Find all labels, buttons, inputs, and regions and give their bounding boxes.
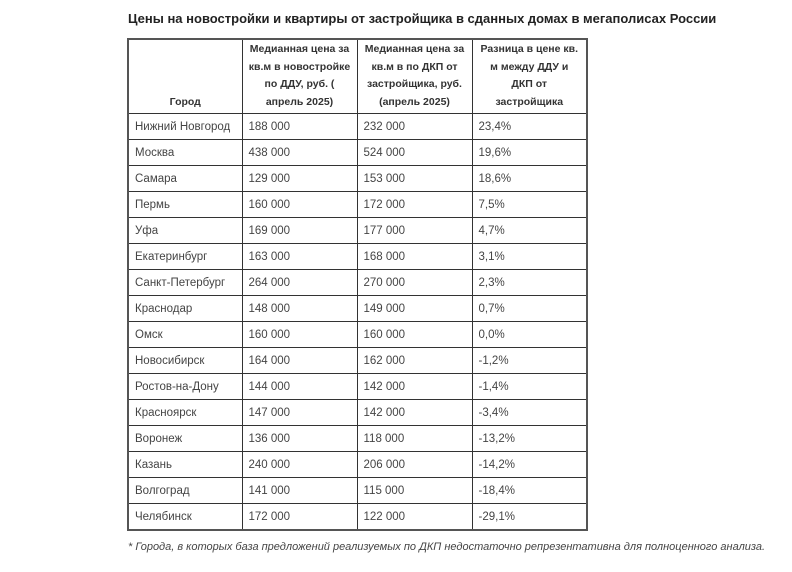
difference-cell: 18,6% xyxy=(472,166,587,192)
table-row xyxy=(128,244,587,270)
table-row xyxy=(128,374,587,400)
header-price-difference: Разница в цене кв. м между ДДУ и ДКП от застройщика xyxy=(472,39,587,114)
dkp-price-cell: 524 000 xyxy=(357,140,472,166)
dkp-price-cell: 232 000 xyxy=(357,114,472,140)
dkp-price-cell: 142 000 xyxy=(357,374,472,400)
difference-cell: 0,7% xyxy=(472,296,587,322)
dkp-price-cell: 149 000 xyxy=(357,296,472,322)
difference-cell: 23,4% xyxy=(472,114,587,140)
city-cell: Волгоград xyxy=(128,478,242,504)
ddu-price-cell: 148 000 xyxy=(242,296,357,322)
ddu-price-cell: 129 000 xyxy=(242,166,357,192)
table-row xyxy=(128,348,587,374)
table-row xyxy=(128,114,587,140)
page-title: Цены на новостройки и квартиры от застройщика в сданных домах в мегаполисах России xyxy=(128,11,717,26)
dkp-price-cell: 122 000 xyxy=(357,504,472,531)
city-cell: Москва xyxy=(128,140,242,166)
dkp-price-cell: 168 000 xyxy=(357,244,472,270)
table-row xyxy=(128,192,587,218)
ddu-price-cell: 144 000 xyxy=(242,374,357,400)
city-cell: Уфа xyxy=(128,218,242,244)
city-cell: Пермь xyxy=(128,192,242,218)
ddu-price-cell: 172 000 xyxy=(242,504,357,531)
price-table xyxy=(127,38,588,531)
ddu-price-cell: 160 000 xyxy=(242,192,357,218)
table-header-row xyxy=(128,39,587,114)
difference-cell: 0,0% xyxy=(472,322,587,348)
city-cell: Нижний Новгород xyxy=(128,114,242,140)
table-row xyxy=(128,166,587,192)
ddu-price-cell: 240 000 xyxy=(242,452,357,478)
ddu-price-cell: 163 000 xyxy=(242,244,357,270)
ddu-price-cell: 169 000 xyxy=(242,218,357,244)
dkp-price-cell: 115 000 xyxy=(357,478,472,504)
dkp-price-cell: 172 000 xyxy=(357,192,472,218)
dkp-price-cell: 160 000 xyxy=(357,322,472,348)
city-cell: Екатеринбург xyxy=(128,244,242,270)
ddu-price-cell: 264 000 xyxy=(242,270,357,296)
dkp-price-cell: 177 000 xyxy=(357,218,472,244)
city-cell: Красноярск xyxy=(128,400,242,426)
city-cell: Новосибирск xyxy=(128,348,242,374)
ddu-price-cell: 164 000 xyxy=(242,348,357,374)
table-row xyxy=(128,270,587,296)
difference-cell: 4,7% xyxy=(472,218,587,244)
dkp-price-cell: 270 000 xyxy=(357,270,472,296)
table-row xyxy=(128,400,587,426)
city-cell: Воронеж xyxy=(128,426,242,452)
difference-cell: -18,4% xyxy=(472,478,587,504)
city-cell: Краснодар xyxy=(128,296,242,322)
ddu-price-cell: 160 000 xyxy=(242,322,357,348)
difference-cell: -3,4% xyxy=(472,400,587,426)
ddu-price-cell: 438 000 xyxy=(242,140,357,166)
difference-cell: 3,1% xyxy=(472,244,587,270)
difference-cell: -13,2% xyxy=(472,426,587,452)
table-body xyxy=(128,114,587,531)
dkp-price-cell: 162 000 xyxy=(357,348,472,374)
city-cell: Казань xyxy=(128,452,242,478)
difference-cell: 19,6% xyxy=(472,140,587,166)
table-row xyxy=(128,452,587,478)
ddu-price-cell: 188 000 xyxy=(242,114,357,140)
header-city: Город xyxy=(128,39,242,114)
ddu-price-cell: 147 000 xyxy=(242,400,357,426)
table-row xyxy=(128,478,587,504)
ddu-price-cell: 136 000 xyxy=(242,426,357,452)
city-cell: Санкт-Петербург xyxy=(128,270,242,296)
difference-cell: 7,5% xyxy=(472,192,587,218)
table-row xyxy=(128,140,587,166)
dkp-price-cell: 142 000 xyxy=(357,400,472,426)
city-cell: Омск xyxy=(128,322,242,348)
city-cell: Самара xyxy=(128,166,242,192)
table-row xyxy=(128,426,587,452)
difference-cell: -29,1% xyxy=(472,504,587,531)
dkp-price-cell: 206 000 xyxy=(357,452,472,478)
difference-cell: -1,2% xyxy=(472,348,587,374)
table-row xyxy=(128,504,587,531)
footnote: * Города, в которых база предложений реализуемых по ДКП недостаточно репрезентативна для полноценного анализа. xyxy=(128,541,766,553)
header-ddu-price: Медианная цена за кв.м в новостройке по ДДУ, руб. ( апрель 2025) xyxy=(242,39,357,114)
ddu-price-cell: 141 000 xyxy=(242,478,357,504)
dkp-price-cell: 153 000 xyxy=(357,166,472,192)
city-cell: Ростов-на-Дону xyxy=(128,374,242,400)
dkp-price-cell: 118 000 xyxy=(357,426,472,452)
difference-cell: 2,3% xyxy=(472,270,587,296)
table-row xyxy=(128,296,587,322)
difference-cell: -1,4% xyxy=(472,374,587,400)
difference-cell: -14,2% xyxy=(472,452,587,478)
table-row xyxy=(128,322,587,348)
city-cell: Челябинск xyxy=(128,504,242,531)
header-dkp-price: Медианная цена за кв.м в по ДКП от застройщика, руб. (апрель 2025) xyxy=(357,39,472,114)
table-row xyxy=(128,218,587,244)
